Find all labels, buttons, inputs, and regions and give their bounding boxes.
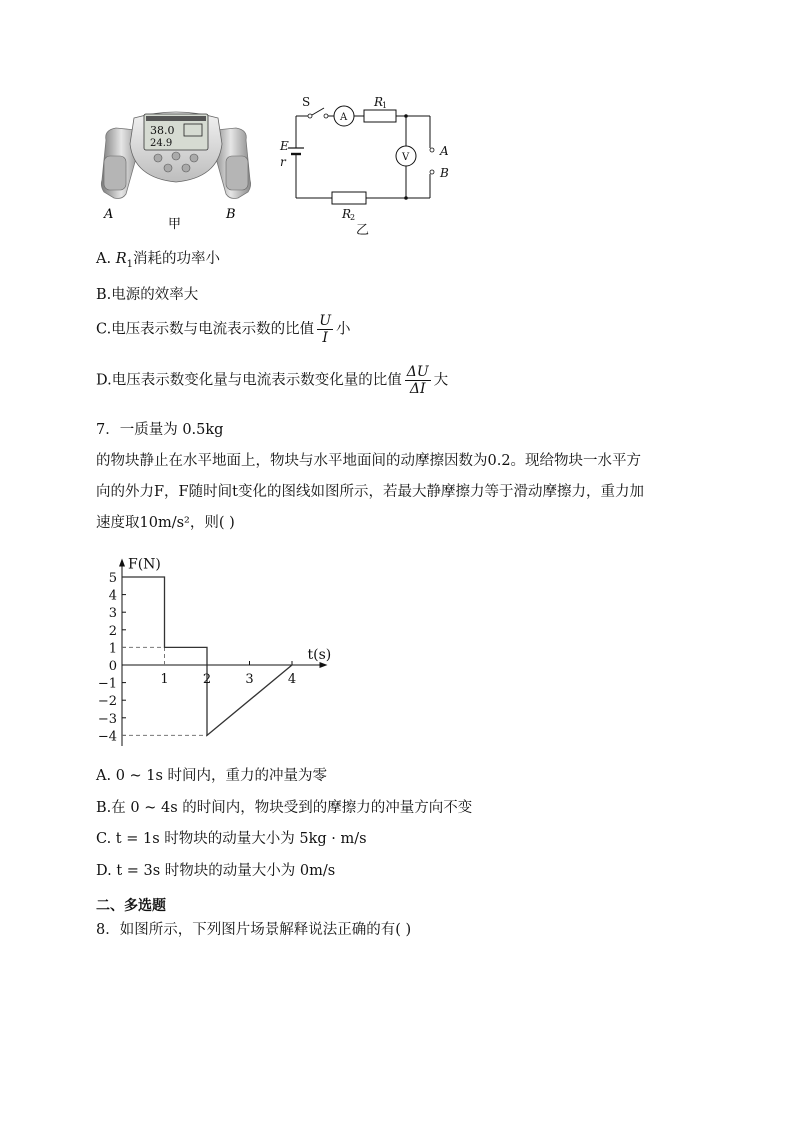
q7-option-b: B.在 0 ~ 4s 的时间内，物块受到的摩擦力的冲量方向不变 xyxy=(96,800,473,816)
q7-stem-line1: 7．一质量为 0.5kg xyxy=(96,422,224,438)
y-tick-label: 5 xyxy=(108,571,117,586)
terminal-b-label: B xyxy=(440,166,449,180)
terminal-a xyxy=(430,148,434,152)
y-tick-label: −4 xyxy=(97,729,117,745)
section-title: 二、多选题 xyxy=(96,898,166,914)
y-axis-label: F(N) xyxy=(128,556,161,573)
screen-top-reading: 38.0 xyxy=(150,124,175,137)
x-tick-label: 1 xyxy=(160,672,169,687)
y-axis-arrow xyxy=(119,558,125,566)
q7-option-c: C. t = 1s 时物块的动量大小为 5kg · m/s xyxy=(96,831,367,847)
option-c-text: C.电压表示数与电流表示数的比值 xyxy=(96,321,315,338)
force-series-line xyxy=(122,577,292,735)
q6-option-c xyxy=(96,313,351,346)
r1-var: R xyxy=(115,251,127,267)
voltmeter-label: V xyxy=(402,152,410,163)
emf-label: E xyxy=(280,139,289,153)
screen-bottom-reading: 24.9 xyxy=(150,138,173,149)
y-tick-label: 1 xyxy=(108,641,117,657)
switch-label: S xyxy=(302,95,311,109)
option-prefix: A. xyxy=(96,251,116,267)
y-tick-label: 4 xyxy=(108,588,117,604)
y-tick-label: 3 xyxy=(108,606,117,622)
x-tick-label: 2 xyxy=(202,672,212,687)
caption-jia: 甲 xyxy=(168,217,182,230)
r1-subscript: 1 xyxy=(382,101,388,110)
r2-label: R xyxy=(342,207,352,221)
q7-stem-line2: 的物块静止在水平地面上，物块与水平地面间的动摩擦因数为0.2。现给物块一水平方 xyxy=(96,453,642,469)
fraction-denominator: ΔI xyxy=(409,381,426,397)
circuit-diagram xyxy=(276,94,466,236)
terminal-b xyxy=(430,170,434,174)
q7-stem-line3: 向的外力F，F随时间t变化的图线如图所示，若最大静摩擦力等于滑动摩擦力，重力加 xyxy=(96,484,644,500)
fraction-numerator: U xyxy=(319,313,331,329)
resistor-r2 xyxy=(332,192,366,204)
r1-var-sub: 1 xyxy=(126,258,133,270)
figure-jia xyxy=(96,100,256,230)
q7-option-a: A. 0 ~ 1s 时间内，重力的冲量为零 xyxy=(96,768,328,784)
internal-resistance-label: r xyxy=(280,155,286,169)
r2-subscript: 2 xyxy=(350,213,356,222)
fat-meter-illustration xyxy=(96,100,256,230)
option-c-tail: 小 xyxy=(336,321,351,338)
q6-option-a xyxy=(96,247,220,270)
y-tick-label: −1 xyxy=(97,676,117,692)
q6-option-b: B.电源的效率大 xyxy=(96,287,199,303)
fraction-u-over-i xyxy=(317,313,333,346)
q7-option-d: D. t = 3s 时物块的动量大小为 0m/s xyxy=(96,863,336,879)
fraction-du-over-di xyxy=(405,364,431,397)
option-d-tail: 大 xyxy=(433,372,449,389)
figure-yi xyxy=(276,94,466,236)
y-tick-label: 2 xyxy=(108,623,117,639)
r1-label: R xyxy=(374,95,384,109)
option-d-text: D.电压表示数变化量与电流表示数变化量的比值 xyxy=(96,372,402,389)
y-tick-label: −2 xyxy=(97,694,117,710)
label-a: A xyxy=(104,207,114,222)
option-a-text: 消耗的功率小 xyxy=(133,251,220,267)
fraction-numerator: ΔU xyxy=(406,364,429,380)
ft-chart-svg xyxy=(90,540,350,750)
terminal-a-label: A xyxy=(440,144,449,158)
y-tick-label: 0 xyxy=(108,659,117,674)
x-tick-label: 3 xyxy=(245,672,254,687)
resistor-r1 xyxy=(364,110,396,122)
q8-stem: 8．如图所示，下列图片场景解释说法正确的有( ) xyxy=(96,922,412,938)
ft-chart xyxy=(90,540,350,750)
q6-option-d xyxy=(96,364,448,397)
x-tick-label: 4 xyxy=(287,672,297,687)
q7-stem-line4: 速度取10m/s²，则( ) xyxy=(96,515,235,531)
ammeter-label: A xyxy=(340,112,348,123)
label-b: B xyxy=(226,207,236,222)
caption-yi: 乙 xyxy=(356,223,370,236)
x-axis-label: t(s) xyxy=(307,647,332,663)
y-tick-label: −3 xyxy=(97,711,117,727)
fraction-denominator: I xyxy=(322,330,328,346)
